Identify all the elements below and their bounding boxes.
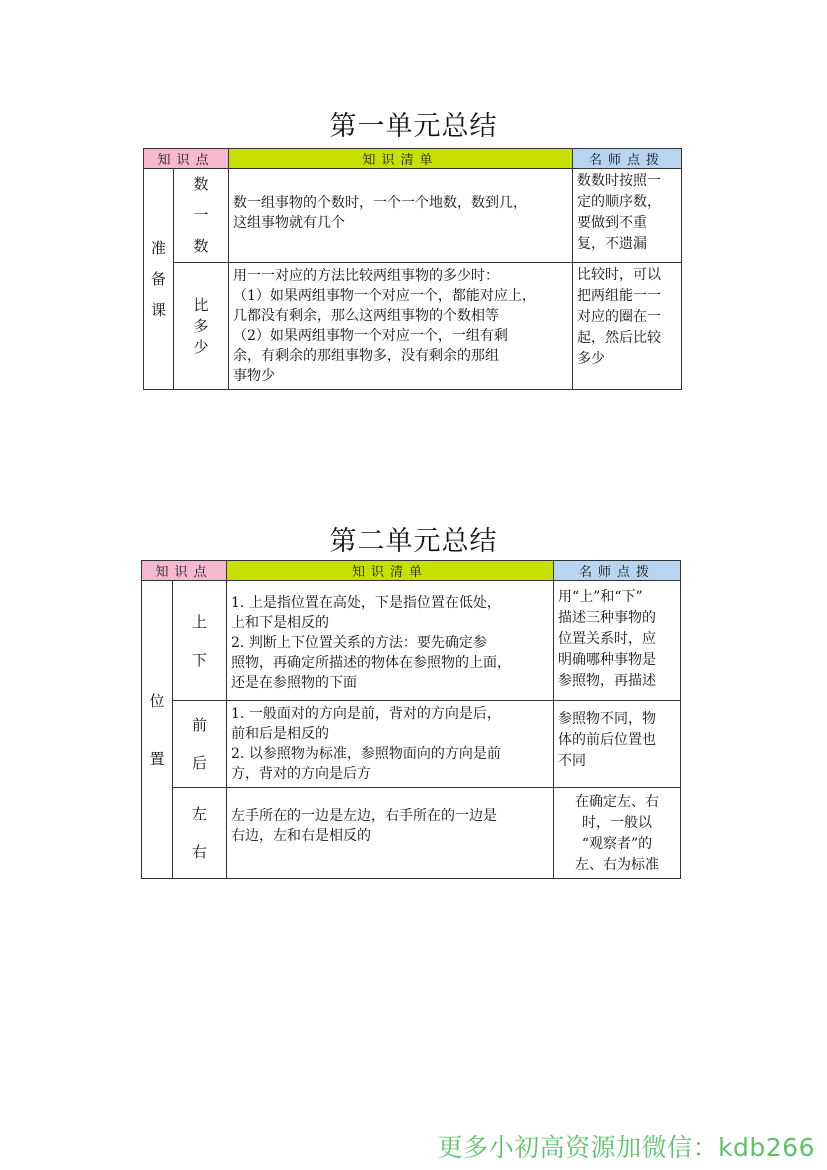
topic-cell: 上 下 — [173, 581, 227, 701]
unit1-summary-table — [143, 148, 682, 390]
category-cell: 准 备 课 — [144, 169, 174, 390]
content-cell: 1. 一般面对的方向是前，背对的方向是后， 前和后是相反的 2. 以参照物为标准，参照物面向的方向是前 方，背对的方向是后方 — [227, 701, 554, 788]
header-knowledge-list: 知识清单 — [229, 149, 573, 169]
tip-cell: 数数时按照一 定的顺序数， 要做到不重 复，不遗漏 — [573, 169, 682, 263]
topic-cell: 比 多 少 — [174, 263, 229, 390]
unit2-summary-table — [141, 560, 681, 879]
header-teacher-tip: 名师点拨 — [554, 561, 681, 581]
tip-cell: 比较时，可以 把两组能一一 对应的圈在一 起，然后比较 多少 — [573, 263, 682, 390]
table-row — [144, 169, 682, 263]
header-teacher-tip: 名师点拨 — [573, 149, 682, 169]
tip-cell: 参照物不同，物 体的前后位置也 不同 — [554, 701, 681, 788]
topic-cell: 数 一 数 — [174, 169, 229, 263]
header-knowledge-list: 知识清单 — [227, 561, 554, 581]
unit2-title: 第二单元总结 — [329, 526, 498, 557]
header-knowledge-point: 知识点 — [142, 561, 227, 581]
table-row — [142, 788, 681, 879]
content-cell: 1. 上是指位置在高处，下是指位置在低处， 上和下是相反的 2. 判断上下位置关系的方法：要先确定参 照物，再确定所描述的物体在参照物的上面， 还是在参照物的下面 — [227, 581, 554, 701]
content-cell: 用一一对应的方法比较两组事物的多少时： （1）如果两组事物一个对应一个，都能对应上， 几都没有剩余，那么这两组事物的个数相等 （2）如果两组事物一个对应一个，一组有剩 余，有剩余的那组事物多，没有剩余的那组 事物少 — [229, 263, 573, 390]
table-row — [144, 263, 682, 390]
topic-cell: 左 右 — [173, 788, 227, 879]
content-cell: 左手所在的一边是左边，右手所在的一边是 右边，左和右是相反的 — [227, 788, 554, 879]
watermark: 更多小初高资源加微信：kdb266 — [437, 1133, 815, 1162]
topic-cell: 前 后 — [173, 701, 227, 788]
content-cell: 数一组事物的个数时，一个一个地数，数到几， 这组事物就有几个 — [229, 169, 573, 263]
category-cell: 位 置 — [142, 581, 173, 879]
unit1-title: 第一单元总结 — [329, 111, 498, 142]
table-row — [142, 701, 681, 788]
table-row — [142, 581, 681, 701]
tip-cell: 用“上”和“下” 描述三种事物的 位置关系时，应 明确哪种事物是 参照物，再描述 — [554, 581, 681, 701]
header-knowledge-point: 知识点 — [144, 149, 229, 169]
tip-cell: 在确定左、右 时，一般以 “观察者”的 左、右为标准 — [554, 788, 681, 879]
